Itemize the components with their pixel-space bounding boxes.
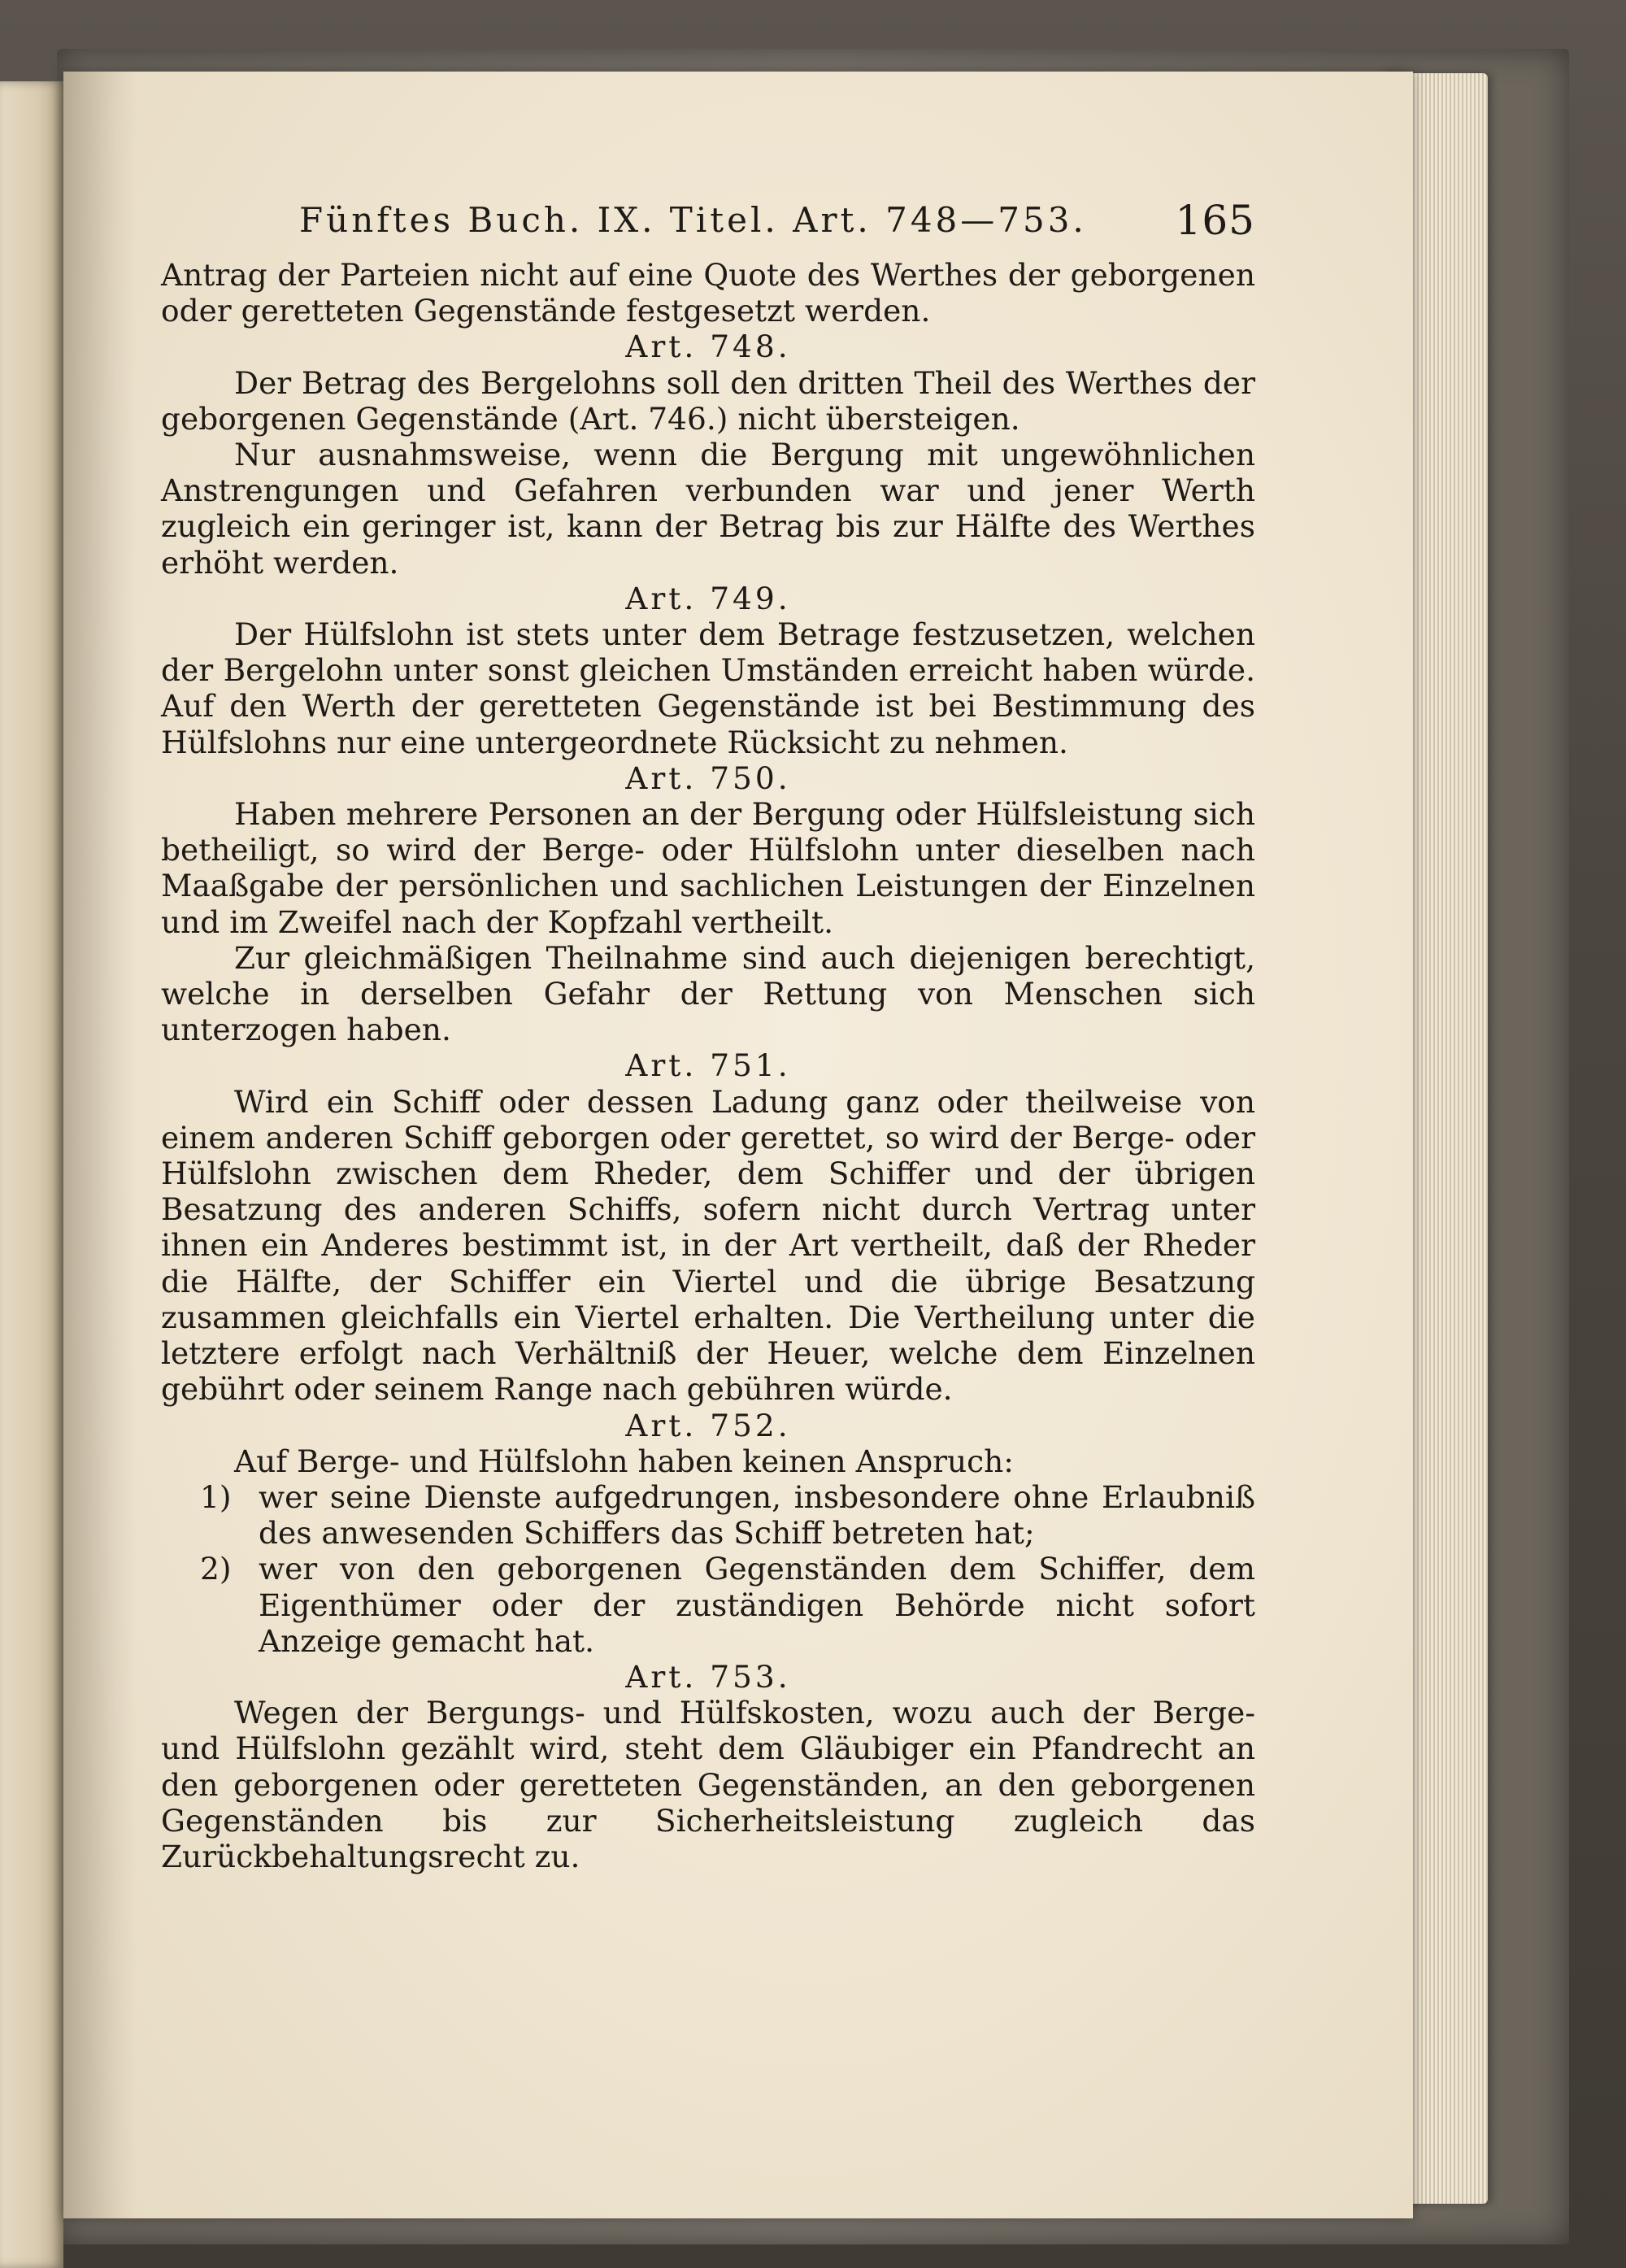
page-number: 165 bbox=[1175, 197, 1255, 244]
article-heading: Art. 753. bbox=[625, 1658, 791, 1695]
paragraph: Der Betrag des Bergelohns soll den dritten Theil des Werthes der geborgenen Gegenstände (Art. 746.) nicht übersteigen. bbox=[161, 364, 1255, 437]
article-heading: Art. 748. bbox=[625, 329, 791, 365]
paragraph: Antrag der Parteien nicht auf eine Quote des Werthes der geborgenen oder geretteten Gegenstände festgesetzt werden. bbox=[161, 257, 1255, 329]
paragraph: Haben mehrere Personen an der Bergung oder Hülfsleistung sich betheiligt, so wird der Berge- oder Hülfslohn unter dieselben nach Maaßgabe der persönlichen und sachlichen Leistungen der Einzelnen und im Zweifel nach der Kopfzahl vertheilt. bbox=[161, 796, 1255, 940]
list-item bbox=[161, 1551, 1255, 1659]
running-title: Fünftes Buch. IX. Titel. Art. 748—753. bbox=[299, 200, 1087, 240]
paragraph: Wegen der Bergungs- und Hülfskosten, wozu auch der Berge- und Hülfslohn gezählt wird, steht dem Gläubiger ein Pfandrecht an den geborgenen oder geretteten Gegenständen, an den geborgenen Gegenständen bis zur Sicherheitsleistung zugleich das Zurückbehaltungsrecht zu. bbox=[161, 1695, 1255, 1874]
list-item-number: 2) bbox=[200, 1551, 232, 1587]
facing-page-edge bbox=[0, 81, 63, 2268]
list-item bbox=[161, 1479, 1255, 1551]
paragraph: Nur ausnahmsweise, wenn die Bergung mit ungewöhnlichen Anstrengungen und Gefahren verbunden war und jener Werth zugleich ein geringer ist, kann der Betrag bis zur Hälfte des Werthes erhöht werden. bbox=[161, 437, 1255, 581]
page-gutter-shadow bbox=[63, 72, 137, 2218]
article-heading: Art. 751. bbox=[625, 1047, 791, 1084]
text-block bbox=[161, 197, 1255, 1874]
paragraph: Der Hülfslohn ist stets unter dem Betrage festzusetzen, welchen der Bergelohn unter sonst gleichen Umständen erreicht haben würde. Auf den Werth der geretteten Gegenstände ist bei Bestimmung des Hülfslohns nur eine untergeordnete Rücksicht zu nehmen. bbox=[161, 616, 1255, 760]
book-page bbox=[63, 72, 1413, 2218]
paragraph: Wird ein Schiff oder dessen Ladung ganz oder theilweise von einem anderen Schiff geborgen oder gerettet, so wird der Berge- oder Hülfslohn zwischen dem Rheder, dem Schiffer und der übrigen Besatzung des anderen Schiffs, sofern nicht durch Vertrag unter ihnen ein Anderes bestimmt ist, in der Art vertheilt, daß der Rheder die Hälfte, der Schiffer ein Viertel und die übrige Besatzung zusammen gleichfalls ein Viertel erhalten. Die Vertheilung unter die letztere erfolgt nach Verhältniß der Heuer, welche dem Einzelnen gebührt oder seinem Range nach gebühren würde. bbox=[161, 1083, 1255, 1408]
list-item-text: wer seine Dienste aufgedrungen, insbesondere ohne Erlaubniß des anwesenden Schiffers das Schiff betreten hat; bbox=[259, 1478, 1255, 1552]
article-heading: Art. 749. bbox=[625, 580, 791, 616]
paragraph: Zur gleichmäßigen Theilnahme sind auch diejenigen berechtigt, welche in derselben Gefahr der Rettung von Menschen sich unterzogen haben. bbox=[161, 939, 1255, 1048]
list-item-text: wer von den geborgenen Gegenständen dem Schiffer, dem Eigenthümer oder der zuständigen Behörde nicht sofort Anzeige gemacht hat. bbox=[259, 1551, 1255, 1659]
article-heading: Art. 750. bbox=[625, 760, 791, 796]
article-heading: Art. 752. bbox=[625, 1407, 791, 1443]
paragraph: Auf Berge- und Hülfslohn haben keinen Anspruch: bbox=[234, 1443, 1014, 1479]
page-header bbox=[161, 197, 1255, 257]
list-item-number: 1) bbox=[200, 1478, 232, 1515]
